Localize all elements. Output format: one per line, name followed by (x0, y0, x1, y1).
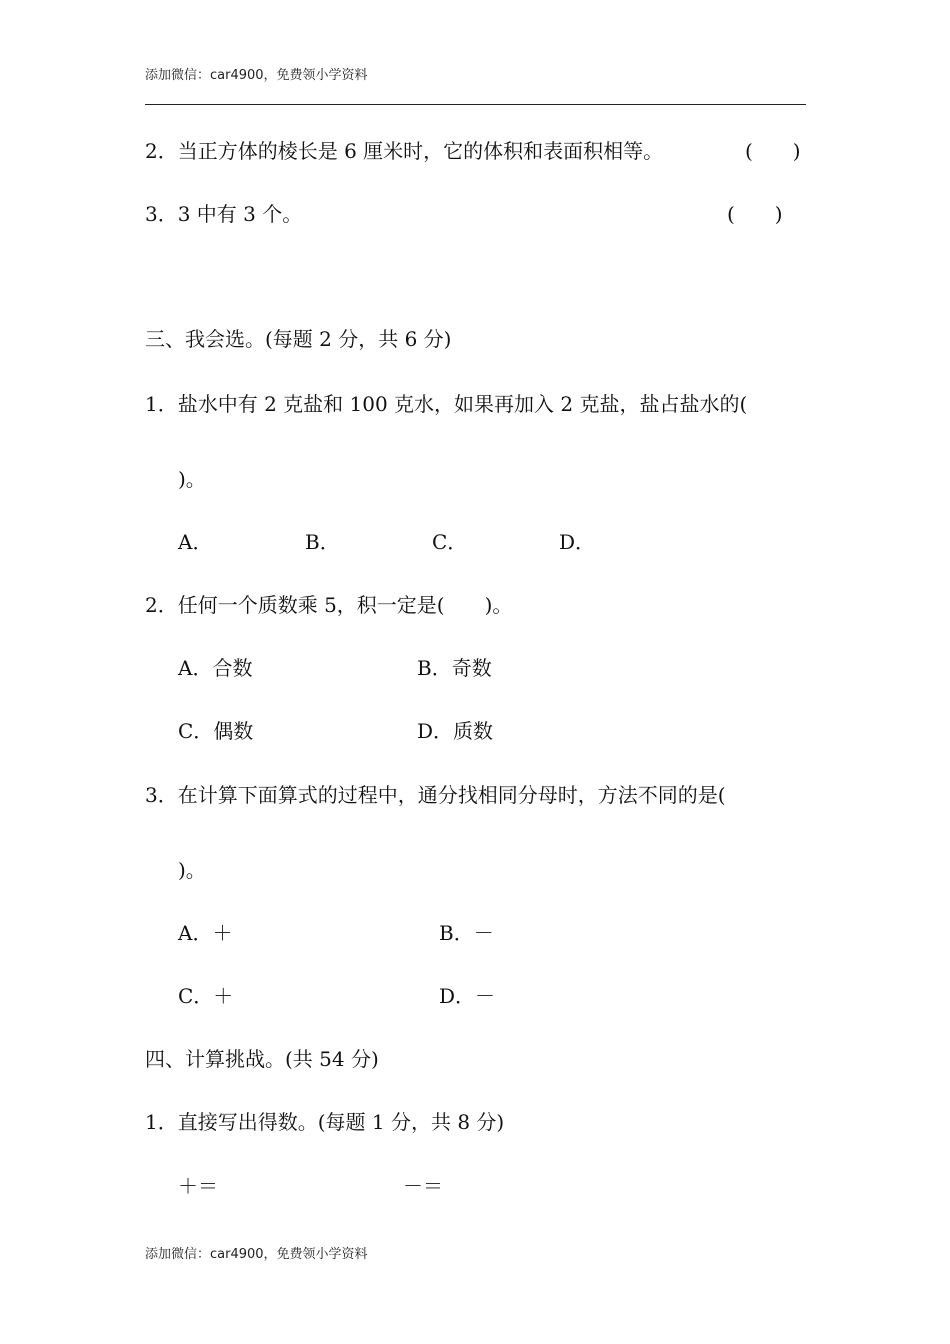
s3-q3-option-c: C．＋ (178, 984, 234, 1008)
s4-q1-expr-2: －＝ (403, 1174, 443, 1198)
judge-q3-paren: ( ) (727, 202, 783, 226)
s3-q3-option-d: D．－ (439, 984, 496, 1008)
section4-heading: 四、计算挑战。(共 54 分) (145, 1047, 379, 1071)
section3-heading: 三、我会选。(每题 2 分，共 6 分) (145, 327, 452, 351)
s3-q1-cont: )。 (178, 467, 206, 491)
s3-q3-option-a: A．＋ (178, 921, 233, 945)
s3-q1-option-c: C． (432, 530, 468, 554)
s3-q3-cont: )。 (178, 858, 206, 882)
judge-q2-paren: ( ) (745, 139, 801, 163)
s3-q3-option-b: B．－ (439, 921, 494, 945)
header-divider (145, 104, 806, 105)
page-header: 添加微信：car4900，免费领小学资料 (145, 68, 368, 83)
s3-q2-option-b: B．奇数 (417, 656, 492, 680)
s3-q3-text: 3．在计算下面算式的过程中，通分找相同分母时，方法不同的是( (145, 783, 726, 807)
s4-q1-expr-1: ＋＝ (178, 1174, 218, 1198)
s3-q2-option-a: A．合数 (178, 656, 253, 680)
s3-q1-option-a: A． (178, 530, 213, 554)
s3-q2-option-d: D．质数 (417, 719, 494, 743)
s3-q1-option-b: B． (305, 530, 340, 554)
s4-q1-text: 1．直接写出得数。(每题 1 分，共 8 分) (145, 1110, 505, 1134)
s3-q2-text: 2．任何一个质数乘 5，积一定是( )。 (145, 593, 513, 617)
judge-q2-text: 2．当正方体的棱长是 6 厘米时，它的体积和表面积相等。 (145, 139, 664, 163)
judge-q3-text: 3．3 中有 3 个。 (145, 202, 303, 226)
s3-q1-text: 1．盐水中有 2 克盐和 100 克水，如果再加入 2 克盐，盐占盐水的( (145, 392, 748, 416)
s3-q1-option-d: D． (559, 530, 596, 554)
s3-q2-option-c: C．偶数 (178, 719, 254, 743)
page-footer: 添加微信：car4900，免费领小学资料 (145, 1247, 368, 1262)
